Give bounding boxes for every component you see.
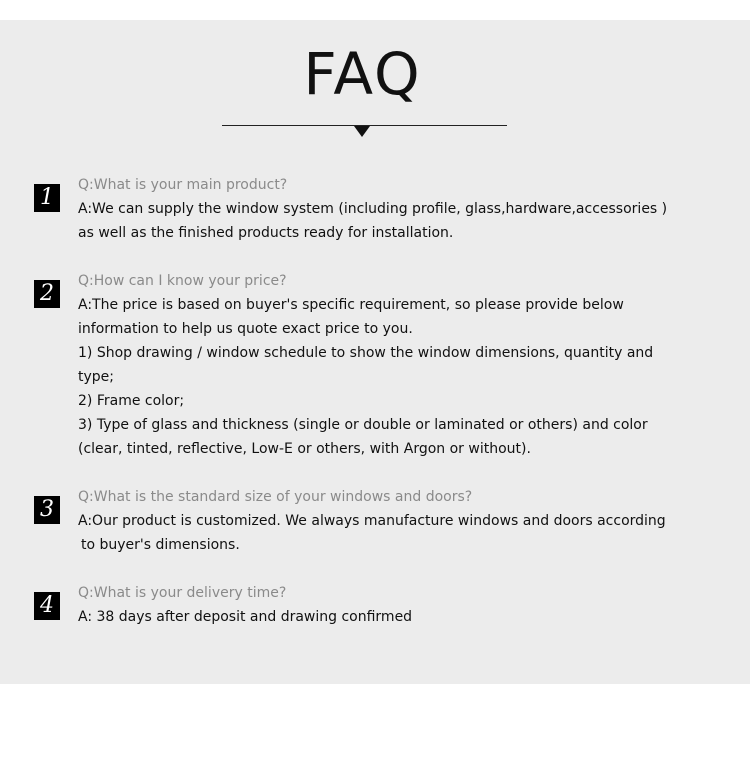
answer-line: A: 38 days after deposit and drawing confirmed <box>78 609 413 625</box>
answer-line: (clear, tinted, reflective, Low-E or others, with Argon or without). <box>78 441 531 457</box>
faq-number-badge: 3 <box>34 496 60 524</box>
faq-answer <box>78 509 738 557</box>
page-title: FAQ <box>303 40 422 108</box>
answer-line: as well as the finished products ready for installation. <box>78 225 454 241</box>
answer-line: to buyer's dimensions. <box>81 537 240 553</box>
answer-line: 1) Shop drawing / window schedule to show the window dimensions, quantity and <box>78 345 654 361</box>
faq-question: Q:What is your main product? <box>78 177 288 193</box>
faq-question: Q:What is the standard size of your windows and doors? <box>78 489 473 505</box>
faq-number-badge: 2 <box>34 280 60 308</box>
answer-line: A:Our product is customized. We always manufacture windows and doors according <box>78 513 666 529</box>
triangle-down-icon <box>354 126 370 137</box>
answer-line: type; <box>78 369 114 385</box>
faq-number-badge: 1 <box>34 184 60 212</box>
faq-question: Q:How can I know your price? <box>78 273 287 289</box>
answer-line: 3) Type of glass and thickness (single or double or laminated or others) and color <box>78 417 648 433</box>
answer-line: 2) Frame color; <box>78 393 185 409</box>
faq-number-badge: 4 <box>34 592 60 620</box>
faq-answer <box>78 293 738 461</box>
answer-line: A:The price is based on buyer's specific requirement, so please provide below <box>78 297 624 313</box>
faq-question: Q:What is your delivery time? <box>78 585 287 601</box>
answer-line: A:We can supply the window system (including profile, glass,hardware,accessories ) <box>78 201 668 217</box>
faq-answer <box>78 605 738 629</box>
faq-answer <box>78 197 738 245</box>
answer-line: information to help us quote exact price to you. <box>78 321 413 337</box>
